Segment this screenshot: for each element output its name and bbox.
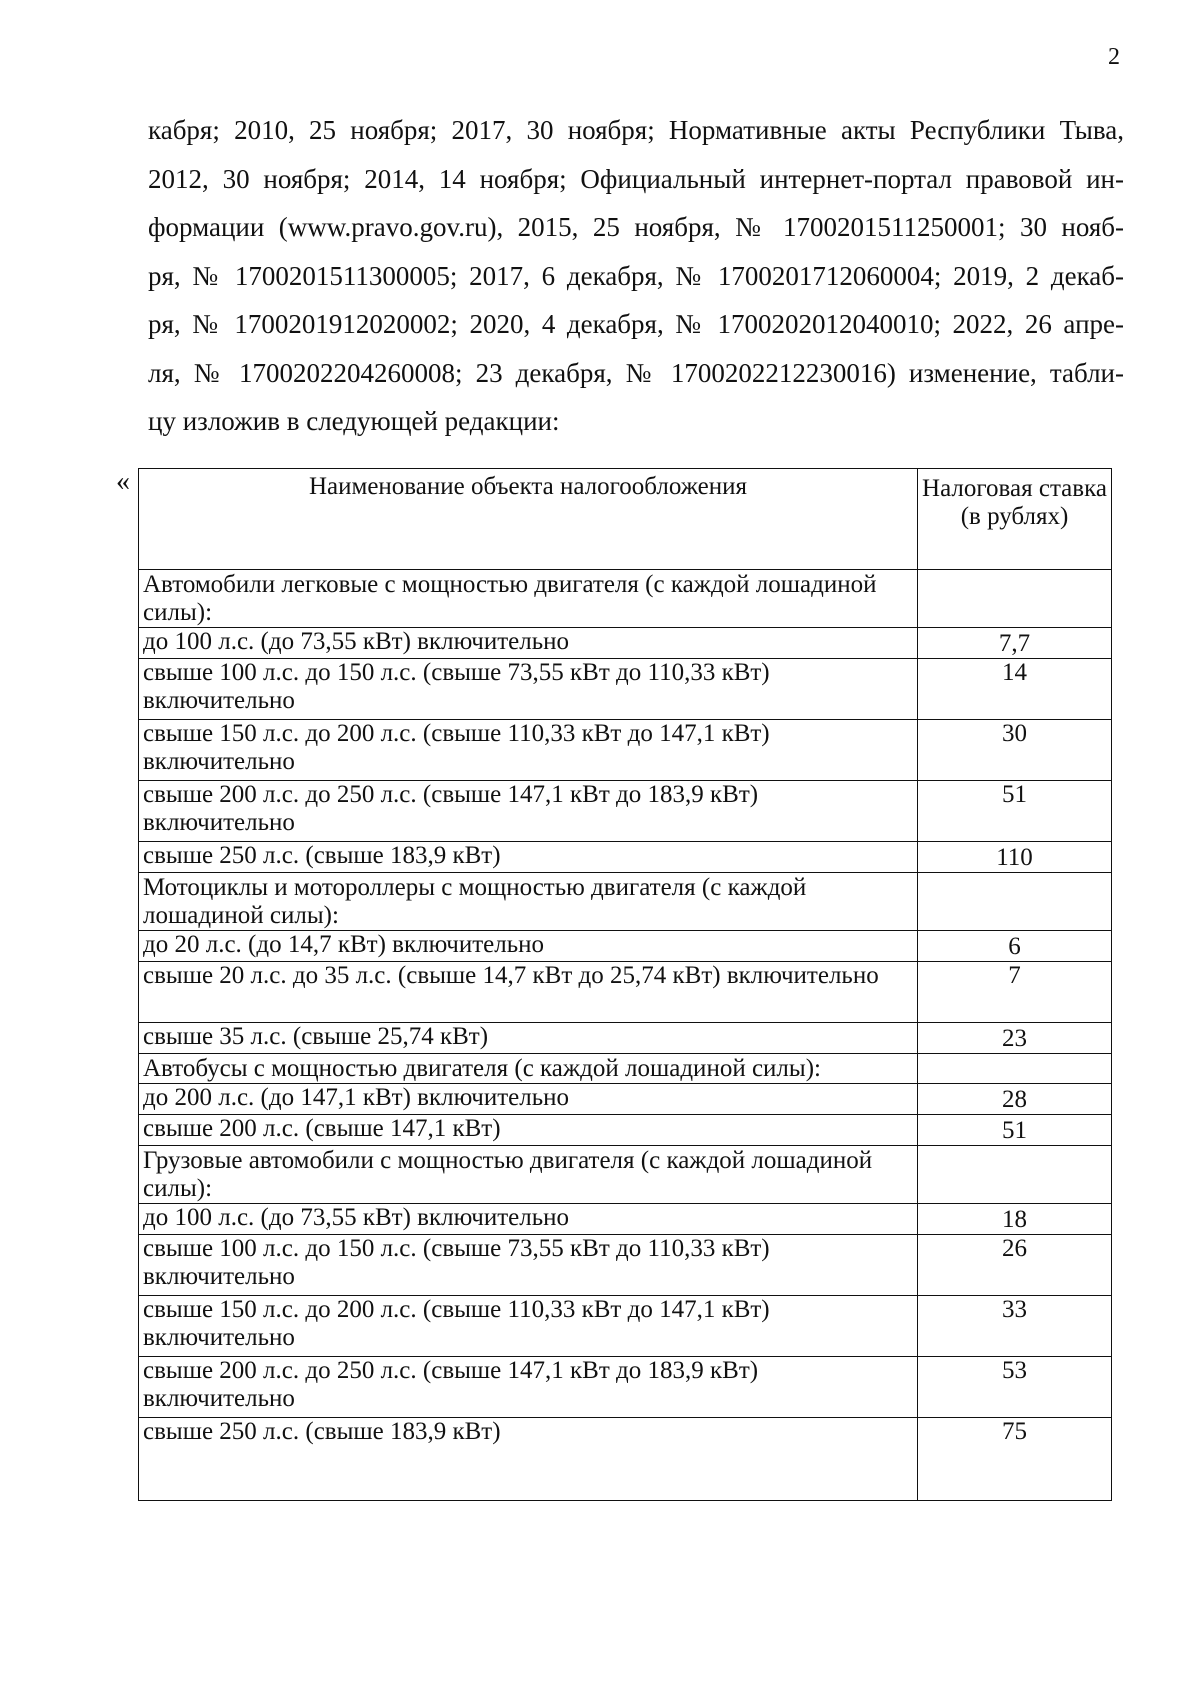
table-row xyxy=(139,962,1112,1023)
object-name-cell: свыше 100 л.с. до 150 л.с. (свыше 73,55 кВт до 110,33 кВт) включительно xyxy=(139,659,918,720)
table-row xyxy=(139,1418,1112,1501)
table-row xyxy=(139,1084,1112,1115)
tax-rate-cell: 23 xyxy=(918,1023,1112,1054)
object-name-cell: свыше 100 л.с. до 150 л.с. (свыше 73,55 кВт до 110,33 кВт) включительно xyxy=(139,1235,918,1296)
table-group-row xyxy=(139,570,1112,628)
object-name-cell: Грузовые автомобили с мощностью двигателя (с каждой лошадиной силы): xyxy=(139,1146,918,1204)
tax-rate-cell: 33 xyxy=(918,1296,1112,1357)
tax-rate-cell xyxy=(918,570,1112,628)
table-row xyxy=(139,931,1112,962)
object-name-cell: Автомобили легковые с мощностью двигателя (с каждой лошадиной силы): xyxy=(139,570,918,628)
table-row xyxy=(139,1115,1112,1146)
tax-rate-cell: 6 xyxy=(918,931,1112,962)
table-header-row xyxy=(139,469,1112,570)
table-group-row xyxy=(139,1054,1112,1084)
intro-line: ля, № 1700202204260008; 23 декабря, № 1700202212230016) изменение, табли- xyxy=(148,357,1124,388)
table-body xyxy=(139,570,1112,1501)
table-group-row xyxy=(139,1146,1112,1204)
tax-rate-cell xyxy=(918,1146,1112,1204)
table-group-row xyxy=(139,873,1112,931)
intro-line: ря, № 1700201912020002; 2020, 4 декабря, № 1700202012040010; 2022, 26 апре- xyxy=(148,309,1124,339)
header-tax-rate: Налоговая ставка (в рублях) xyxy=(918,469,1112,570)
header-object-name: Наименование объекта налогообложения xyxy=(139,469,918,570)
opening-quote-mark: « xyxy=(116,466,130,497)
tax-rate-cell: 51 xyxy=(918,781,1112,842)
object-name-cell: свыше 20 л.с. до 35 л.с. (свыше 14,7 кВт до 25,74 кВт) включительно xyxy=(139,962,918,1023)
tax-rate-cell: 7,7 xyxy=(918,628,1112,659)
tax-rate-cell: 26 xyxy=(918,1235,1112,1296)
object-name-cell: до 20 л.с. (до 14,7 кВт) включительно xyxy=(139,931,918,962)
table-row xyxy=(139,659,1112,720)
object-name-cell: Автобусы с мощностью двигателя (с каждой лошадиной силы): xyxy=(139,1054,918,1084)
table-row xyxy=(139,720,1112,781)
object-name-cell: свыше 150 л.с. до 200 л.с. (свыше 110,33 кВт до 147,1 кВт) включительно xyxy=(139,1296,918,1357)
table-row xyxy=(139,628,1112,659)
intro-line: ря, № 1700201511300005; 2017, 6 декабря, № 1700201712060004; 2019, 2 декаб- xyxy=(148,260,1124,291)
tax-rate-cell: 18 xyxy=(918,1204,1112,1235)
object-name-cell: свыше 200 л.с. до 250 л.с. (свыше 147,1 кВт до 183,9 кВт) включительно xyxy=(139,1357,918,1418)
object-name-cell: свыше 250 л.с. (свыше 183,9 кВт) xyxy=(139,1418,918,1501)
table-row xyxy=(139,1296,1112,1357)
object-name-cell: свыше 250 л.с. (свыше 183,9 кВт) xyxy=(139,842,918,873)
table-row xyxy=(139,1357,1112,1418)
tax-rate-cell: 7 xyxy=(918,962,1112,1023)
tax-rate-table xyxy=(138,468,1112,1501)
intro-line: 2012, 30 ноября; 2014, 14 ноября; Официальный интернет-портал правовой ин- xyxy=(148,163,1124,194)
table-row xyxy=(139,781,1112,842)
object-name-cell: свыше 200 л.с. до 250 л.с. (свыше 147,1 кВт до 183,9 кВт) включительно xyxy=(139,781,918,842)
object-name-cell: свыше 35 л.с. (свыше 25,74 кВт) xyxy=(139,1023,918,1054)
intro-line: цу изложив в следующей редакции: xyxy=(148,406,560,436)
table-row xyxy=(139,842,1112,873)
table-row xyxy=(139,1204,1112,1235)
tax-rate-cell: 110 xyxy=(918,842,1112,873)
tax-rate-cell: 51 xyxy=(918,1115,1112,1146)
object-name-cell: свыше 150 л.с. до 200 л.с. (свыше 110,33 кВт до 147,1 кВт) включительно xyxy=(139,720,918,781)
intro-paragraph xyxy=(148,106,1124,446)
object-name-cell: до 100 л.с. (до 73,55 кВт) включительно xyxy=(139,1204,918,1235)
tax-rate-cell: 75 xyxy=(918,1418,1112,1501)
tax-rate-cell: 53 xyxy=(918,1357,1112,1418)
tax-rate-cell: 30 xyxy=(918,720,1112,781)
intro-line: формации (www.pravo.gov.ru), 2015, 25 ноября, № 1700201511250001; 30 нояб- xyxy=(148,212,1124,242)
page-number: 2 xyxy=(1108,44,1120,70)
object-name-cell: Мотоциклы и мотороллеры с мощностью двигателя (с каждой лошадиной силы): xyxy=(139,873,918,931)
intro-line: кабря; 2010, 25 ноября; 2017, 30 ноября; Нормативные акты Республики Тыва, xyxy=(148,115,1124,145)
table-row xyxy=(139,1235,1112,1296)
object-name-cell: до 200 л.с. (до 147,1 кВт) включительно xyxy=(139,1084,918,1115)
tax-rate-cell xyxy=(918,873,1112,931)
tax-rate-cell: 28 xyxy=(918,1084,1112,1115)
object-name-cell: свыше 200 л.с. (свыше 147,1 кВт) xyxy=(139,1115,918,1146)
object-name-cell: до 100 л.с. (до 73,55 кВт) включительно xyxy=(139,628,918,659)
tax-rate-cell xyxy=(918,1054,1112,1084)
table-row xyxy=(139,1023,1112,1054)
tax-rate-cell: 14 xyxy=(918,659,1112,720)
